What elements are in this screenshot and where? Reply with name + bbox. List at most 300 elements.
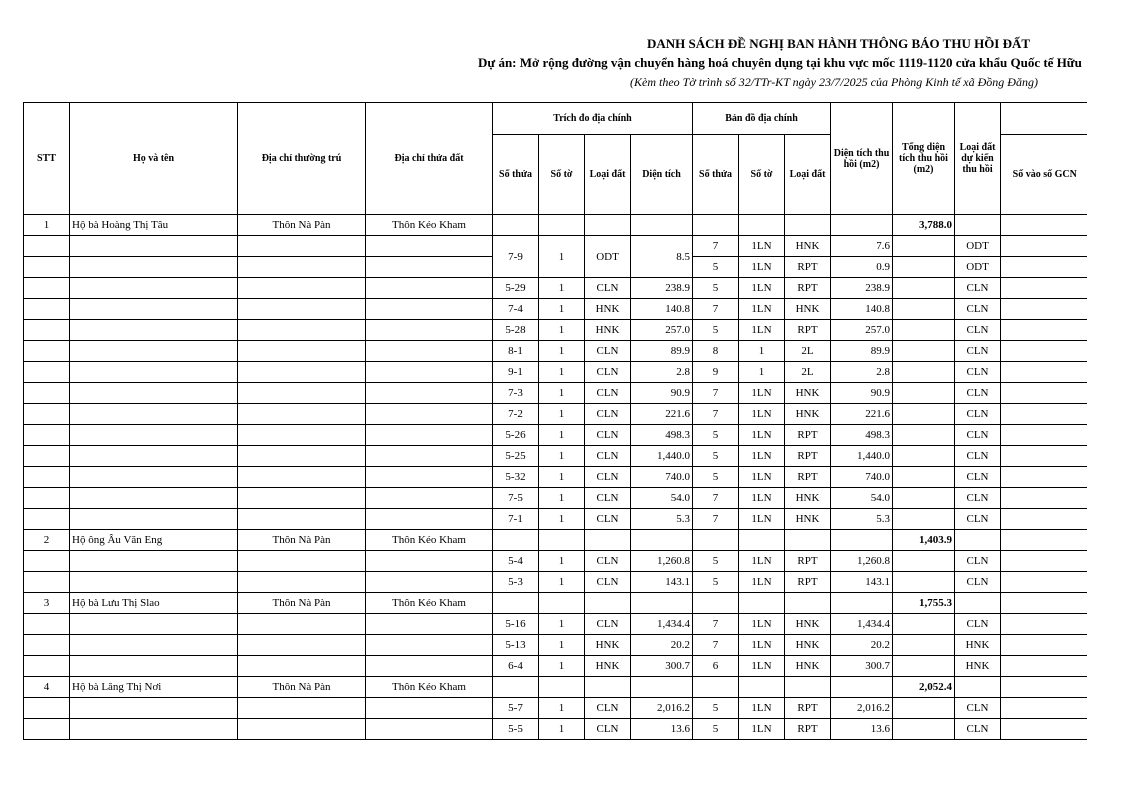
household-row [24,677,1089,698]
empty-cell [238,572,366,593]
td-so-to: 1 [539,446,585,467]
address-cell: Thôn Nà Pàn [238,530,366,551]
empty-cell [24,425,70,446]
dt-thu-hoi: 2.8 [831,362,893,383]
empty-cell [24,656,70,677]
stt-cell: 3 [24,593,70,614]
address-cell: Thôn Nà Pàn [238,215,366,236]
bd-so-thua: 9 [693,362,739,383]
empty-cell [24,341,70,362]
col-bd-so-to: Số tờ [739,135,785,215]
empty-cell [24,383,70,404]
bd-loai-dat: 2L [785,362,831,383]
bd-so-to: 1LN [739,446,785,467]
td-so-to: 1 [539,698,585,719]
td-so-thua: 5-29 [493,278,539,299]
parcel-row [24,320,1089,341]
col-td-loai-dat: Loại đất [585,135,631,215]
empty-cell [70,635,238,656]
group-trich-do: Trích đo địa chính [493,103,693,135]
empty-cell [238,509,366,530]
empty-cell [893,341,955,362]
td-dien-tich: 221.6 [631,404,693,425]
bd-loai-dat: RPT [785,425,831,446]
empty-cell [24,320,70,341]
household-row [24,215,1089,236]
empty-cell [893,299,955,320]
empty-cell [238,341,366,362]
empty-cell [24,299,70,320]
td-so-to: 1 [539,488,585,509]
empty-cell [366,467,493,488]
parcel-row [24,656,1089,677]
bd-so-to: 1LN [739,698,785,719]
loai-du-kien: ODT [955,257,1001,278]
dt-thu-hoi: 140.8 [831,299,893,320]
loai-du-kien: CLN [955,278,1001,299]
empty-cell [1001,614,1089,635]
td-so-to: 1 [539,383,585,404]
empty-cell [238,488,366,509]
dt-thu-hoi: 1,440.0 [831,446,893,467]
td-so-thua: 5-7 [493,698,539,719]
loai-du-kien: CLN [955,425,1001,446]
parcel-row [24,278,1089,299]
bd-so-to: 1LN [739,719,785,740]
td-loai-dat: CLN [585,404,631,425]
parcel-row [24,572,1089,593]
empty-cell [70,698,238,719]
dt-thu-hoi: 1,434.4 [831,614,893,635]
bd-so-thua: 5 [693,446,739,467]
bd-so-thua: 7 [693,299,739,320]
dt-thu-hoi: 740.0 [831,467,893,488]
empty-cell [1001,341,1089,362]
td-dien-tich: 143.1 [631,572,693,593]
empty-cell [238,320,366,341]
td-dien-tich: 140.8 [631,299,693,320]
stt-cell: 1 [24,215,70,236]
td-loai-dat: HNK [585,656,631,677]
bd-so-to: 1 [739,362,785,383]
empty-cell [24,614,70,635]
household-row [24,593,1089,614]
td-so-thua: 5-32 [493,467,539,488]
empty-cell [366,299,493,320]
td-so-thua: 5-4 [493,551,539,572]
empty-cell [70,656,238,677]
td-so-thua: 7-5 [493,488,539,509]
bd-loai-dat: HNK [785,635,831,656]
td-loai-dat: HNK [585,299,631,320]
td-so-to: 1 [539,551,585,572]
parcel-row [24,614,1089,635]
td-loai-dat: CLN [585,446,631,467]
merged-so-thua: 7-9 [493,236,539,278]
bd-loai-dat: RPT [785,467,831,488]
empty-cell [1001,299,1089,320]
empty-cell [893,698,955,719]
td-loai-dat: CLN [585,383,631,404]
col-plot-address: Địa chỉ thửa đất [366,103,493,215]
empty-cell [24,719,70,740]
td-so-to: 1 [539,404,585,425]
col-loai-dat-du-kien: Loại đất dự kiến thu hồi [955,103,1001,215]
page-edge [1087,100,1123,760]
loai-du-kien: CLN [955,404,1001,425]
empty-cell [893,425,955,446]
empty-cell [238,614,366,635]
td-so-thua: 7-1 [493,509,539,530]
td-so-to: 1 [539,320,585,341]
td-dien-tich: 1,434.4 [631,614,693,635]
col-dt-thu-hoi: Diện tích thu hồi (m2) [831,103,893,215]
col-gcn: Số vào số GCN [1001,135,1089,215]
empty-cell [70,362,238,383]
bd-so-to: 1LN [739,383,785,404]
reference-note: (Kèm theo Tờ trình số 32/TTr-KT ngày 23/7/2025 của Phòng Kinh tế xã Đồng Đăng) [630,75,1038,89]
name-cell: Hộ bà Lưu Thị Slao [70,593,238,614]
empty-cell [70,383,238,404]
loai-du-kien: CLN [955,719,1001,740]
td-loai-dat: CLN [585,362,631,383]
bd-so-to: 1LN [739,299,785,320]
empty-cell [893,656,955,677]
land-recovery-table [23,102,1089,740]
td-so-thua: 7-2 [493,404,539,425]
dt-thu-hoi: 89.9 [831,341,893,362]
empty-cell [893,467,955,488]
bd-loai-dat: HNK [785,236,831,257]
bd-loai-dat: RPT [785,551,831,572]
bd-so-thua: 8 [693,341,739,362]
td-loai-dat: CLN [585,278,631,299]
name-cell: Hộ ông Âu Văn Eng [70,530,238,551]
loai-du-kien: CLN [955,362,1001,383]
bd-loai-dat: HNK [785,614,831,635]
bd-so-to: 1LN [739,614,785,635]
stt-cell: 2 [24,530,70,551]
td-loai-dat: CLN [585,719,631,740]
td-so-thua: 5-28 [493,320,539,341]
col-td-so-thua: Số thửa [493,135,539,215]
empty-cell [238,362,366,383]
bd-so-thua: 5 [693,719,739,740]
dt-thu-hoi: 143.1 [831,572,893,593]
td-loai-dat: CLN [585,488,631,509]
empty-cell [366,446,493,467]
address-cell: Thôn Nà Pàn [238,677,366,698]
total-area-cell: 2,052.4 [893,677,955,698]
dt-thu-hoi: 13.6 [831,719,893,740]
bd-so-thua: 5 [693,572,739,593]
empty-cell [366,719,493,740]
empty-cell [366,698,493,719]
bd-so-to: 1LN [739,425,785,446]
empty-cell [70,467,238,488]
parcel-row [24,488,1089,509]
empty-cell [24,467,70,488]
td-so-thua: 5-13 [493,635,539,656]
empty-cell [1001,551,1089,572]
td-loai-dat: CLN [585,572,631,593]
bd-loai-dat: RPT [785,698,831,719]
empty-cell [238,383,366,404]
stt-cell: 4 [24,677,70,698]
plot-address-cell: Thôn Kéo Kham [366,530,493,551]
name-cell: Hộ bà Lăng Thị Nơi [70,677,238,698]
td-dien-tich: 54.0 [631,488,693,509]
parcel-row [24,299,1089,320]
empty-cell [24,278,70,299]
empty-cell [366,278,493,299]
empty-cell [893,719,955,740]
bd-so-thua: 5 [693,320,739,341]
loai-du-kien: CLN [955,341,1001,362]
bd-so-to: 1LN [739,572,785,593]
group-ban-do: Bản đồ địa chính [693,103,831,135]
td-dien-tich: 5.3 [631,509,693,530]
dt-thu-hoi: 5.3 [831,509,893,530]
bd-so-thua: 7 [693,635,739,656]
bd-so-thua: 7 [693,614,739,635]
parcel-row [24,509,1089,530]
bd-so-thua: 5 [693,278,739,299]
dt-thu-hoi: 20.2 [831,635,893,656]
td-so-to: 1 [539,362,585,383]
td-loai-dat: CLN [585,341,631,362]
bd-so-thua: 5 [693,551,739,572]
total-area-cell: 1,755.3 [893,593,955,614]
loai-du-kien: CLN [955,614,1001,635]
bd-so-thua: 7 [693,509,739,530]
loai-du-kien: ODT [955,236,1001,257]
td-dien-tich: 90.9 [631,383,693,404]
empty-cell [1001,698,1089,719]
parcel-row [24,719,1089,740]
table-header [24,103,1089,215]
empty-cell [238,425,366,446]
bd-loai-dat: HNK [785,656,831,677]
empty-cell [70,551,238,572]
empty-cell [70,299,238,320]
td-dien-tich: 238.9 [631,278,693,299]
td-dien-tich: 1,260.8 [631,551,693,572]
bd-so-to: 1LN [739,551,785,572]
bd-loai-dat: RPT [785,572,831,593]
empty-cell [893,509,955,530]
dt-thu-hoi: 257.0 [831,320,893,341]
dt-thu-hoi: 7.6 [831,236,893,257]
td-loai-dat: CLN [585,467,631,488]
col-name: Họ và tên [70,103,238,215]
dt-thu-hoi: 498.3 [831,425,893,446]
empty-cell [1001,404,1089,425]
empty-cell [1001,488,1089,509]
td-so-thua: 8-1 [493,341,539,362]
loai-du-kien: CLN [955,467,1001,488]
col-tong-dt: Tổng diện tích thu hồi (m2) [893,103,955,215]
dt-thu-hoi: 221.6 [831,404,893,425]
td-dien-tich: 89.9 [631,341,693,362]
bd-loai-dat: RPT [785,320,831,341]
empty-cell [366,656,493,677]
empty-cell [24,446,70,467]
empty-cell [238,278,366,299]
col-address: Địa chỉ thường trú [238,103,366,215]
loai-du-kien: CLN [955,572,1001,593]
empty-cell [366,341,493,362]
td-so-to: 1 [539,341,585,362]
plot-address-cell: Thôn Kéo Kham [366,677,493,698]
empty-cell [893,320,955,341]
col-gcn-top [1001,103,1089,135]
bd-so-thua: 5 [693,257,739,278]
dt-thu-hoi: 90.9 [831,383,893,404]
empty-cell [366,614,493,635]
td-so-to: 1 [539,635,585,656]
bd-so-thua: 7 [693,236,739,257]
td-loai-dat: HNK [585,635,631,656]
td-so-thua: 9-1 [493,362,539,383]
td-loai-dat: CLN [585,698,631,719]
empty-cell [24,572,70,593]
bd-so-thua: 5 [693,467,739,488]
td-so-thua: 5-16 [493,614,539,635]
empty-cell [24,635,70,656]
empty-cell [1001,467,1089,488]
empty-cell [238,719,366,740]
address-cell: Thôn Nà Pàn [238,593,366,614]
empty-cell [366,635,493,656]
td-dien-tich: 300.7 [631,656,693,677]
empty-cell [238,446,366,467]
td-so-to: 1 [539,278,585,299]
td-loai-dat: CLN [585,425,631,446]
loai-du-kien: CLN [955,446,1001,467]
empty-cell [893,635,955,656]
dt-thu-hoi: 238.9 [831,278,893,299]
bd-loai-dat: RPT [785,719,831,740]
parcel-row [24,425,1089,446]
merged-so-to: 1 [539,236,585,278]
dt-thu-hoi: 2,016.2 [831,698,893,719]
empty-cell [893,383,955,404]
empty-cell [366,425,493,446]
td-so-thua: 6-4 [493,656,539,677]
parcel-row [24,341,1089,362]
empty-cell [1001,362,1089,383]
empty-cell [1001,635,1089,656]
td-loai-dat: CLN [585,509,631,530]
parcel-row [24,635,1089,656]
empty-cell [1001,656,1089,677]
bd-loai-dat: RPT [785,278,831,299]
empty-cell [70,425,238,446]
empty-cell [70,404,238,425]
td-dien-tich: 1,440.0 [631,446,693,467]
td-so-thua: 5-5 [493,719,539,740]
dt-thu-hoi: 300.7 [831,656,893,677]
empty-cell [70,341,238,362]
empty-cell [24,404,70,425]
bd-so-to: 1LN [739,236,785,257]
empty-cell [893,572,955,593]
loai-du-kien: CLN [955,320,1001,341]
bd-loai-dat: HNK [785,488,831,509]
total-area-cell: 1,403.9 [893,530,955,551]
empty-cell [366,404,493,425]
td-dien-tich: 2.8 [631,362,693,383]
bd-loai-dat: HNK [785,299,831,320]
bd-so-thua: 5 [693,425,739,446]
td-loai-dat: CLN [585,551,631,572]
total-area-cell: 3,788.0 [893,215,955,236]
empty-cell [893,551,955,572]
empty-cell [366,362,493,383]
project-subtitle: Dự án: Mở rộng đường vận chuyển hàng hoá chuyên dụng tại khu vực mốc 1119-1120 cửa khẩu Quốc tế Hữu [478,55,1082,70]
empty-cell [1001,572,1089,593]
merged-loai-dat: ODT [585,236,631,278]
empty-cell [238,299,366,320]
td-so-thua: 5-25 [493,446,539,467]
parcel-row [24,404,1089,425]
parcel-row [24,551,1089,572]
bd-so-thua: 5 [693,698,739,719]
td-so-to: 1 [539,572,585,593]
td-so-to: 1 [539,656,585,677]
empty-cell [70,719,238,740]
bd-loai-dat: HNK [785,509,831,530]
bd-loai-dat: 2L [785,341,831,362]
bd-so-thua: 7 [693,383,739,404]
bd-so-thua: 7 [693,404,739,425]
td-so-to: 1 [539,299,585,320]
parcel-row [24,383,1089,404]
loai-du-kien: CLN [955,488,1001,509]
td-so-thua: 5-3 [493,572,539,593]
td-dien-tich: 257.0 [631,320,693,341]
empty-cell [24,509,70,530]
empty-cell [24,698,70,719]
empty-cell [893,404,955,425]
loai-du-kien: CLN [955,698,1001,719]
bd-so-to: 1LN [739,278,785,299]
empty-cell [366,320,493,341]
bd-so-thua: 6 [693,656,739,677]
empty-cell [238,404,366,425]
loai-du-kien: CLN [955,383,1001,404]
empty-cell [238,551,366,572]
empty-cell [893,446,955,467]
empty-cell [238,635,366,656]
td-dien-tich: 740.0 [631,467,693,488]
bd-loai-dat: HNK [785,404,831,425]
empty-cell [70,278,238,299]
empty-cell [70,446,238,467]
td-so-to: 1 [539,467,585,488]
empty-cell [893,362,955,383]
loai-du-kien: HNK [955,656,1001,677]
td-so-to: 1 [539,425,585,446]
household-row [24,530,1089,551]
empty-cell [1001,719,1089,740]
empty-cell [1001,446,1089,467]
col-bd-so-thua: Số thửa [693,135,739,215]
empty-cell [238,467,366,488]
empty-cell [1001,425,1089,446]
td-loai-dat: CLN [585,614,631,635]
